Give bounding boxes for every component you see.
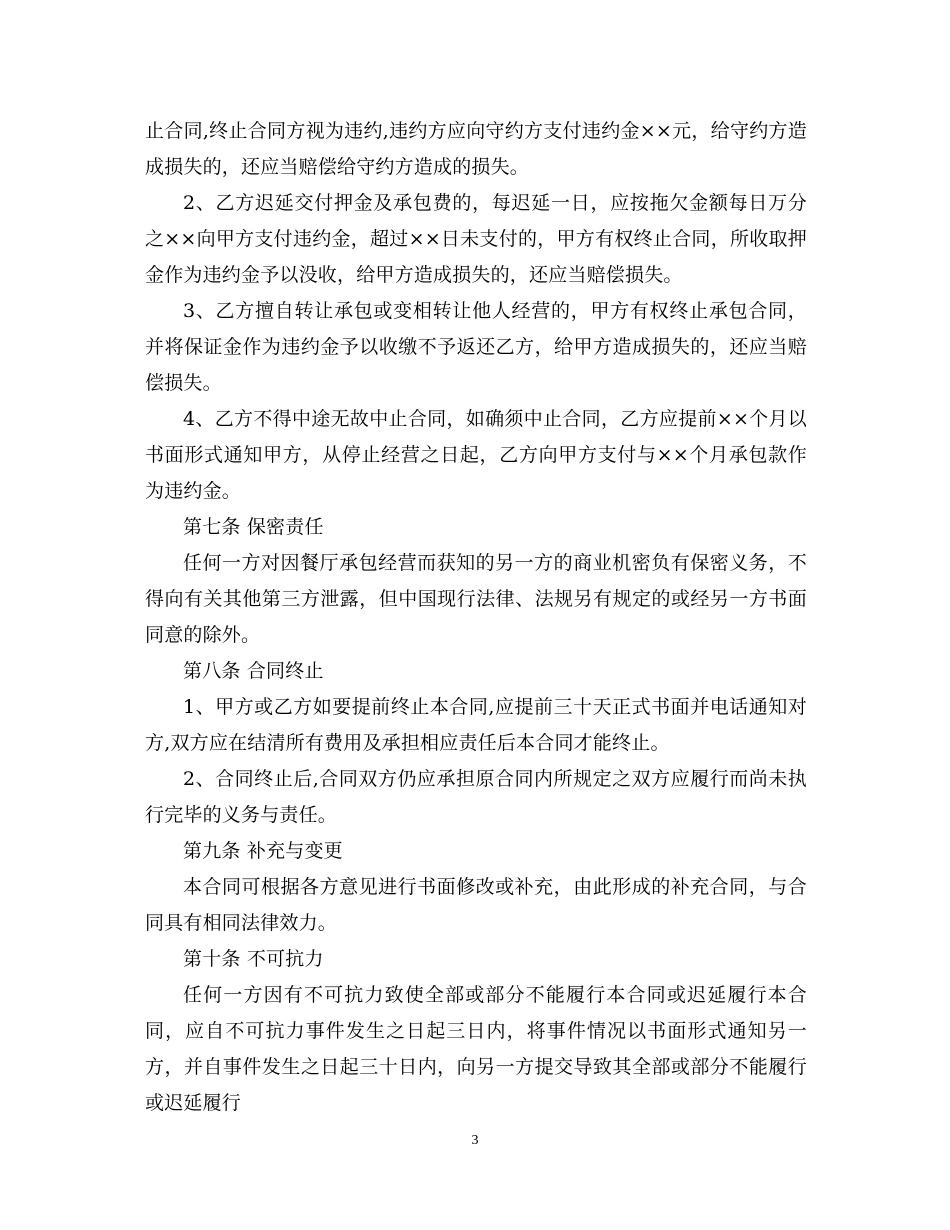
article-10-body: 任何一方因有不可抗力致使全部或部分不能履行本合同或迟延履行本合同，应自不可抗力事件发生之日起三日内，将事件情况以书面形式通知另一方，并自事件发生之日起三十日内，向另一方提交导致其全部或部分不能履行或迟延履行: [145, 984, 807, 1114]
article-10-heading: 第十条 不可抗力: [183, 948, 324, 970]
paragraph-clause-4: 4、乙方不得中途无故中止合同，如确须中止合同，乙方应提前××个月以书面形式通知甲方，从停止经营之日起，乙方向甲方支付与××个月承包款作为违约金。: [145, 408, 807, 502]
paragraph-continuation: 止合同,终止合同方视为违约,违约方应向守约方支付违约金××元，给守约方造成损失的，还应当赔偿给守约方造成的损失。: [145, 120, 807, 178]
article-7-body: 任何一方对因餐厅承包经营而获知的另一方的商业机密负有保密义务，不得向有关其他第三方泄露，但中国现行法律、法规另有规定的或经另一方书面同意的除外。: [145, 552, 807, 646]
page-number: 3: [471, 1133, 479, 1148]
article-8-clause-2: 2、合同终止后,合同双方仍应承担原合同内所规定之双方应履行而尚未执行完毕的义务与责任。: [145, 768, 807, 826]
paragraph-clause-3: 3、乙方擅自转让承包或变相转让他人经营的，甲方有权终止承包合同，并将保证金作为违约金予以收缴不予返还乙方，给甲方造成损失的，还应当赔偿损失。: [145, 300, 807, 394]
paragraph-clause-2: 2、乙方迟延交付押金及承包费的，每迟延一日，应按拖欠金额每日万分之××向甲方支付违约金，超过××日未支付的，甲方有权终止合同，所收取押金作为违约金予以没收，给甲方造成损失的，还应当赔偿损失。: [145, 192, 807, 286]
document-body: [145, 113, 807, 1121]
article-9-body: 本合同可根据各方意见进行书面修改或补充，由此形成的补充合同，与合同具有相同法律效力。: [145, 876, 807, 934]
article-9-heading: 第九条 补充与变更: [183, 840, 343, 862]
article-8-clause-1: 1、甲方或乙方如要提前终止本合同,应提前三十天正式书面并电话通知对方,双方应在结清所有费用及承担相应责任后本合同才能终止。: [145, 696, 807, 754]
article-8-heading: 第八条 合同终止: [183, 660, 324, 682]
article-7-heading: 第七条 保密责任: [183, 516, 324, 538]
